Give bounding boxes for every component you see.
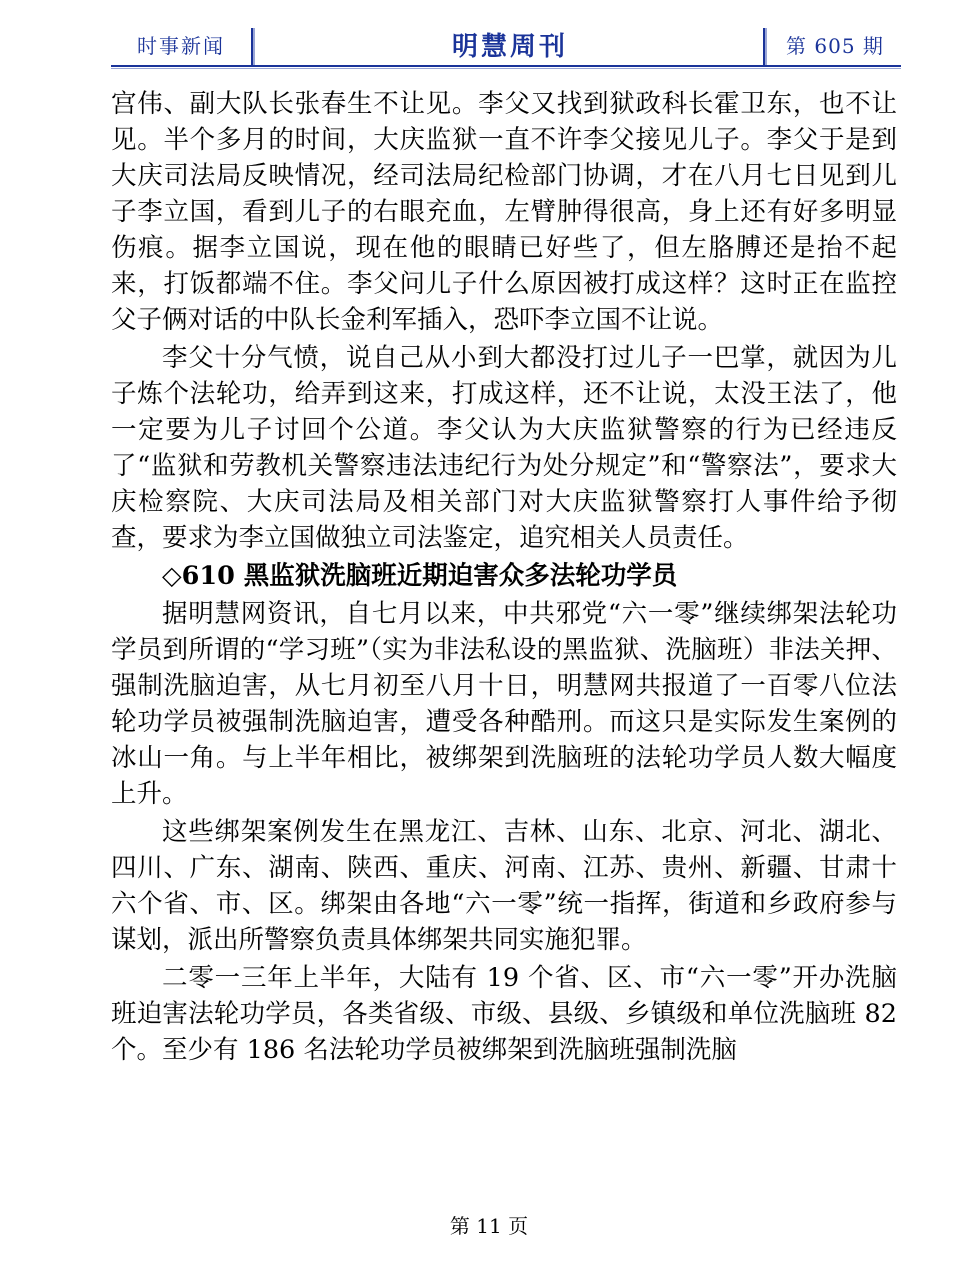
header-separator-left — [251, 28, 255, 66]
section-heading: ◇610 黑监狱洗脑班近期迫害众多法轮功学员 — [162, 561, 678, 591]
paragraph: 据明慧网资讯，自七月以来，中共邪党“六一零”继续绑架法轮功学员到所谓的“学习班”（实为非法私设的黑监狱、洗脑班）非法关押、强制洗脑迫害，从七月初至八月十日，明慧网共报道了一百零八位法轮功学员被强制洗脑迫害，遭受各种酷刑。而这只是实际发生案例的冰山一角。与上半年相比，被绑架到洗脑班的法轮功学员人数大幅度上升。 — [111, 599, 897, 809]
header-rule-secondary — [111, 68, 901, 69]
article-body — [111, 86, 897, 1070]
page-number: 第 11 页 — [449, 1214, 529, 1238]
paragraph: 李父十分气愤，说自己从小到大都没打过儿子一巴掌，就因为儿子炼个法轮功，给弄到这来，打成这样，还不让说，太没王法了，他一定要为儿子讨回个公道。李父认为大庆监狱警察的行为已经违反了“监狱和劳教机关警察违法违纪行为处分规定”和“警察法”，要求大庆检察院、大庆司法局及相关部门对大庆监狱警察打人事件给予彻查，要求为李立国做独立司法鉴定，追究相关人员责任。 — [111, 343, 897, 553]
paragraph: 二零一三年上半年，大陆有 19 个省、区、市“六一零”开办洗脑班迫害法轮功学员，各类省级、市级、县级、乡镇级和单位洗脑班 82 个。至少有 186 名法轮功学员被绑架到洗脑班强制洗脑 — [111, 963, 897, 1065]
header-issue: 第 605 期 — [786, 33, 884, 58]
paragraph: 这些绑架案例发生在黑龙江、吉林、山东、北京、河北、湖北、四川、广东、湖南、陕西、重庆、河南、江苏、贵州、新疆、甘肃十六个省、市、区。绑架由各地“六一零”统一指挥，街道和乡政府参与谋划，派出所警察负责具体绑架共同实施犯罪。 — [111, 817, 897, 955]
header-title: 明慧周刊 — [451, 31, 568, 62]
header-separator-right — [763, 28, 767, 66]
header-rule — [111, 65, 901, 67]
page-header — [111, 22, 901, 68]
header-section: 时事新闻 — [137, 33, 225, 58]
paragraph-continued: 宫伟、副大队长张春生不让见。李父又找到狱政科长霍卫东，也不让见。半个多月的时间，大庆监狱一直不许李父接见儿子。李父于是到大庆司法局反映情况，经司法局纪检部门协调，才在八月七日见到儿子李立国，看到儿子的右眼充血，左臂肿得很高，身上还有好多明显伤痕。据李立国说，现在他的眼睛已好些了，但左胳膊还是抬不起来，打饭都端不住。李父问儿子什么原因被打成这样？这时正在监控父子俩对话的中队长金利军插入，恐吓李立国不让说。 — [111, 89, 897, 335]
